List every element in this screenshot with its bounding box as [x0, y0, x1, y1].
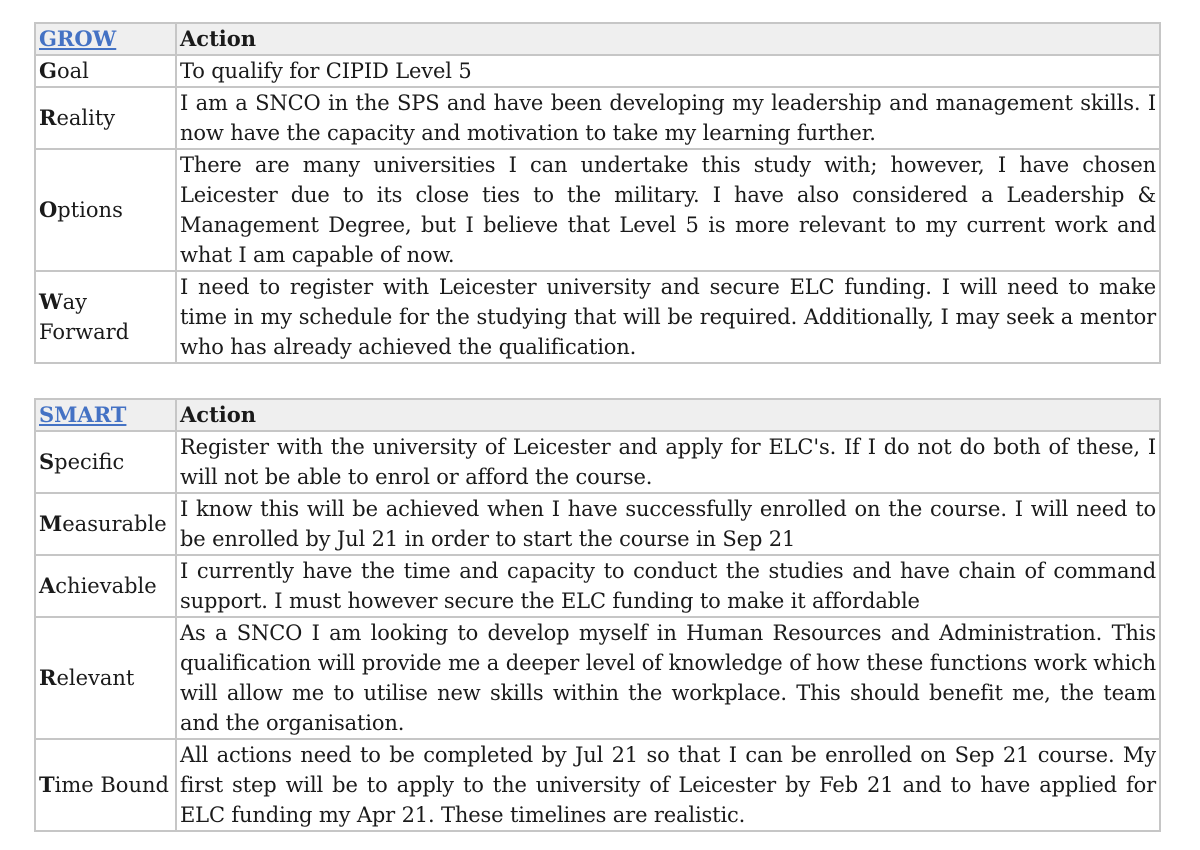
smart-label-time-bound	[35, 739, 176, 831]
smart-row-time-bound	[35, 739, 1160, 831]
label-rest: ptions	[57, 198, 123, 222]
grow-label-way-forward	[35, 271, 176, 363]
label-initial: M	[39, 511, 63, 536]
label-initial: S	[39, 449, 55, 474]
label-rest: pecific	[54, 450, 125, 474]
smart-row-measurable	[35, 493, 1160, 555]
smart-row-specific	[35, 431, 1160, 493]
smart-label-specific	[35, 431, 176, 493]
smart-label-measurable	[35, 493, 176, 555]
smart-label-relevant	[35, 617, 176, 739]
grow-label-options	[35, 149, 176, 271]
smart-table	[34, 398, 1161, 832]
label-rest: elevant	[56, 666, 135, 690]
label-initial: O	[39, 197, 58, 222]
label-initial: A	[39, 573, 56, 598]
label-rest: ime Bound	[54, 773, 169, 797]
label-initial: R	[39, 665, 57, 690]
smart-header-row	[35, 399, 1160, 431]
smart-action-time-bound: All actions need to be completed by Jul 21 so that I can be enrolled on Sep 21 course. My first step will be to apply to the university of Leicester by Feb 21 and to have applied for ELC funding my Apr 21. These timelines are realistic.	[176, 739, 1160, 831]
label-rest: oal	[56, 59, 89, 83]
smart-heading-cell	[35, 399, 176, 431]
smart-row-relevant	[35, 617, 1160, 739]
grow-header-row	[35, 23, 1160, 55]
grow-row-goal	[35, 55, 1160, 87]
grow-action-header: Action	[176, 23, 1160, 55]
smart-row-achievable	[35, 555, 1160, 617]
label-rest: easurable	[62, 512, 167, 536]
grow-label-reality	[35, 87, 176, 149]
smart-action-measurable: I know this will be achieved when I have successfully enrolled on the course. I will need to be enrolled by Jul 21 in order to start the course in Sep 21	[176, 493, 1160, 555]
label-initial: T	[39, 772, 55, 797]
grow-action-options: There are many universities I can undertake this study with; however, I have chosen Leicester due to its close ties to the military. I have also considered a Leadership & Management Degree, but I believe that Level 5 is more relevant to my current work and what I am capable of now.	[176, 149, 1160, 271]
smart-heading-link[interactable]: SMART	[39, 402, 127, 427]
grow-row-reality	[35, 87, 1160, 149]
grow-heading-cell	[35, 23, 176, 55]
grow-label-goal	[35, 55, 176, 87]
grow-row-options	[35, 149, 1160, 271]
grow-row-way-forward	[35, 271, 1160, 363]
smart-label-achievable	[35, 555, 176, 617]
smart-action-relevant: As a SNCO I am looking to develop myself in Human Resources and Administration. This qualification will provide me a deeper level of knowledge of how these functions work which will allow me to utilise new skills within the workplace. This should benefit me, the team and the organisation.	[176, 617, 1160, 739]
grow-action-way-forward: I need to register with Leicester university and secure ELC funding. I will need to make time in my schedule for the studying that will be required. Additionally, I may seek a mentor who has already achieved the qualification.	[176, 271, 1160, 363]
grow-table	[34, 22, 1161, 364]
smart-action-achievable: I currently have the time and capacity to conduct the studies and have chain of command support. I must however secure the ELC funding to make it affordable	[176, 555, 1160, 617]
label-initial: W	[39, 289, 63, 314]
grow-heading-link[interactable]: GROW	[39, 26, 117, 51]
label-initial: R	[39, 105, 57, 130]
label-rest: chievable	[55, 574, 157, 598]
label-rest: eality	[56, 106, 116, 130]
grow-action-goal: To qualify for CIPID Level 5	[176, 55, 1160, 87]
label-initial: G	[39, 58, 57, 83]
label-rest: ay Forward	[39, 290, 130, 344]
grow-action-reality: I am a SNCO in the SPS and have been developing my leadership and management skills. I now have the capacity and motivation to take my learning further.	[176, 87, 1160, 149]
smart-action-specific: Register with the university of Leicester and apply for ELC's. If I do not do both of these, I will not be able to enrol or afford the course.	[176, 431, 1160, 493]
smart-action-header: Action	[176, 399, 1160, 431]
